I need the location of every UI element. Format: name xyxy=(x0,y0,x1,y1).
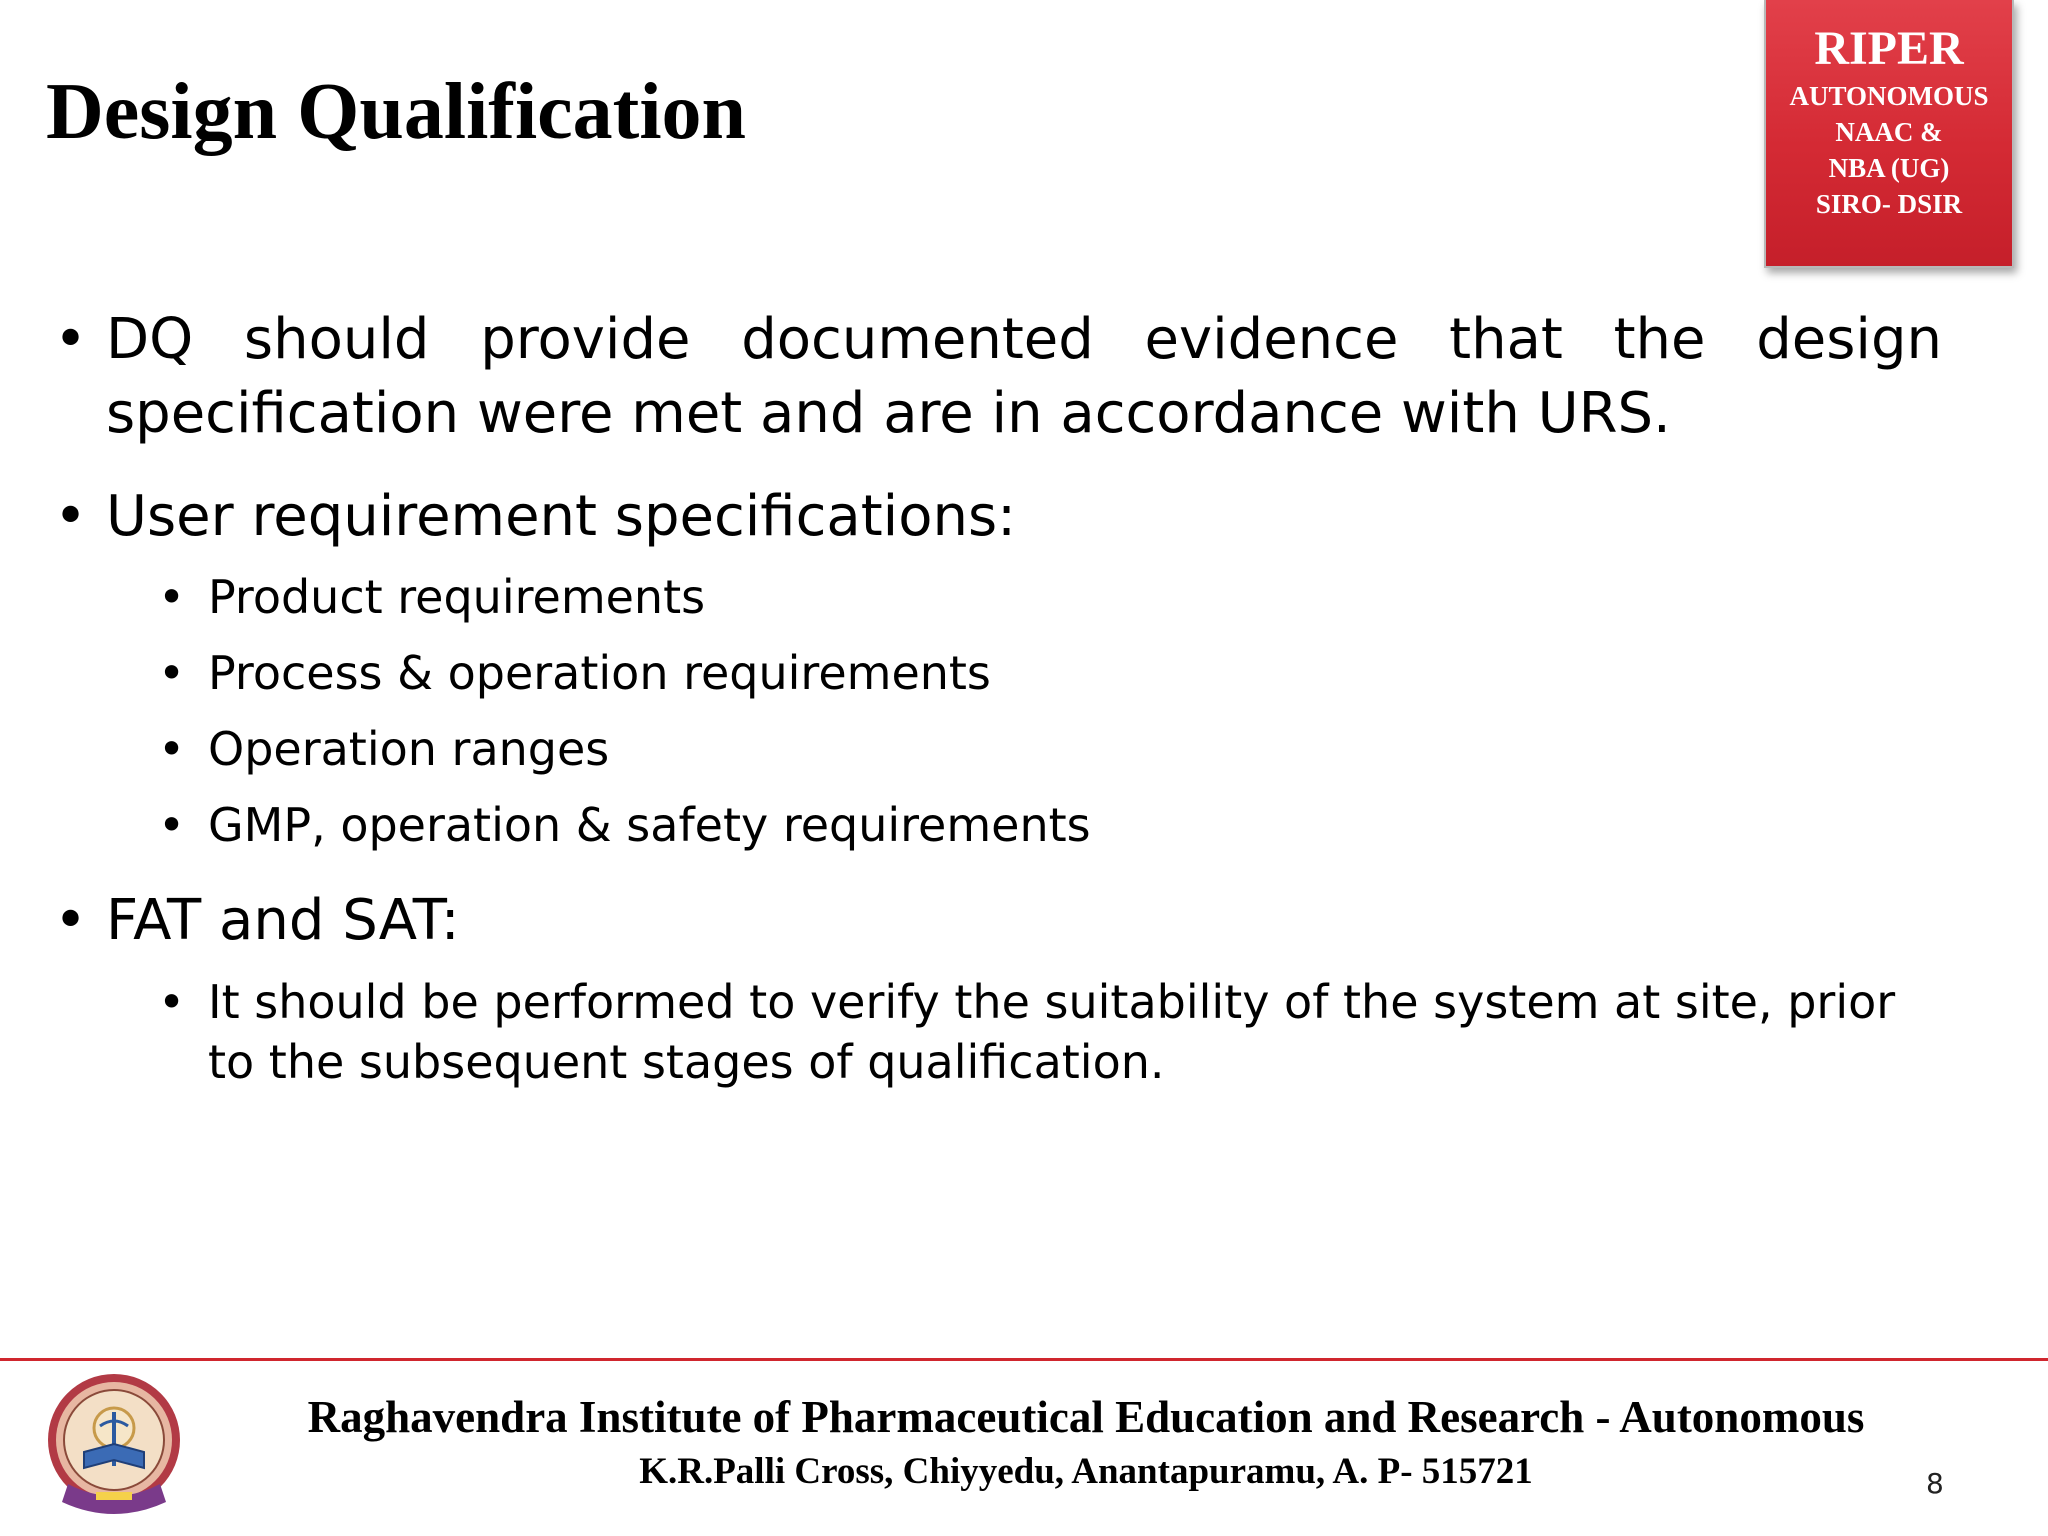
bullet-text: User requirement specifications: xyxy=(106,484,1016,549)
sub-bullet-item xyxy=(158,972,1948,1092)
bullet-text: DQ should provide documented evidence that the design specification were met and are in accordance with URS. xyxy=(106,307,1942,446)
bullet-item xyxy=(54,303,1942,451)
sub-bullet-text: It should be performed to verify the suitability of the system at site, prior to the subsequent stages of qualification. xyxy=(208,975,1896,1089)
bullet-dot-icon: • xyxy=(54,484,88,549)
slide-title: Design Qualification xyxy=(46,68,747,156)
bullet-dot-icon: • xyxy=(54,888,88,953)
sub-bullet-item xyxy=(158,643,991,703)
sub-bullet-item xyxy=(158,567,706,627)
accreditation-badge xyxy=(1764,0,2014,268)
badge-line: NAAC & xyxy=(1835,117,1943,147)
badge-title: RIPER xyxy=(1814,22,1964,75)
bullet-dot-icon: • xyxy=(158,722,186,776)
bullet-dot-icon: • xyxy=(158,570,186,624)
sub-bullet-text: GMP, operation & safety requirements xyxy=(208,798,1091,852)
page-number: 8 xyxy=(1926,1467,1944,1500)
sub-bullet-text: Product requirements xyxy=(208,570,706,624)
institution-seal-icon xyxy=(38,1368,190,1524)
footer-divider xyxy=(0,1358,2048,1361)
bullet-dot-icon: • xyxy=(54,307,88,372)
sub-bullet-text: Operation ranges xyxy=(208,722,610,776)
bullet-dot-icon: • xyxy=(158,975,186,1029)
bullet-text: FAT and SAT: xyxy=(106,888,460,953)
sub-bullet-item xyxy=(158,795,1091,855)
institution-name: Raghavendra Institute of Pharmaceutical Education and Research - Autonomous xyxy=(307,1392,1865,1442)
badge-line: NBA (UG) xyxy=(1828,153,1950,183)
sub-bullet-item xyxy=(158,719,610,779)
badge-line: AUTONOMOUS xyxy=(1789,81,1989,111)
bullet-item xyxy=(54,480,1016,554)
bullet-dot-icon: • xyxy=(158,798,186,852)
badge-line: SIRO- DSIR xyxy=(1815,189,1963,219)
sub-bullet-text: Process & operation requirements xyxy=(208,646,991,700)
bullet-item xyxy=(54,884,460,958)
institution-address: K.R.Palli Cross, Chiyyedu, Anantapuramu, A. P- 515721 xyxy=(639,1451,1533,1492)
bullet-dot-icon: • xyxy=(158,646,186,700)
